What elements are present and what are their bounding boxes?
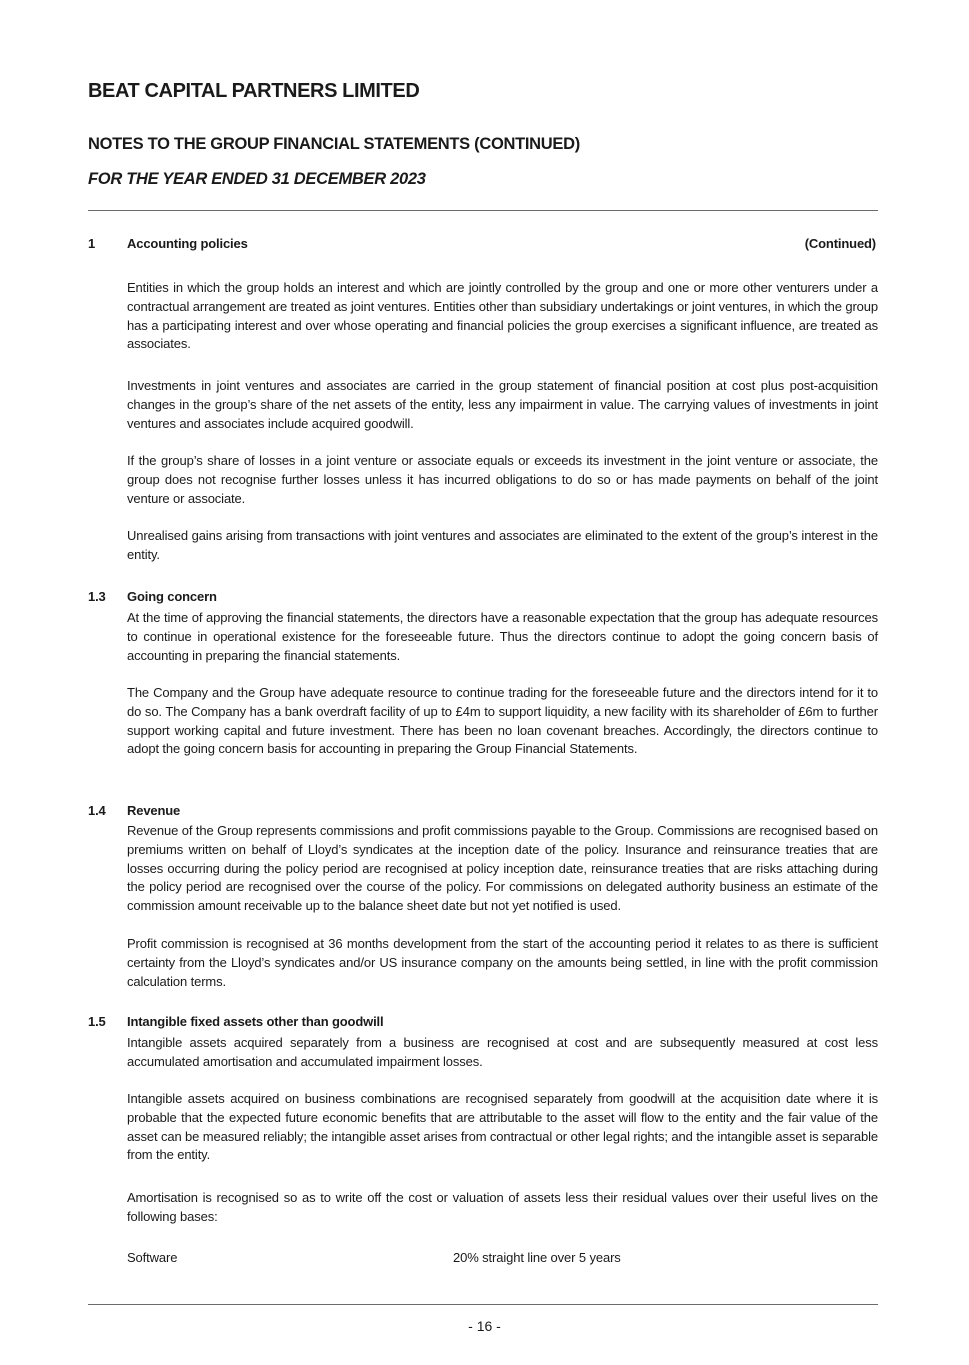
section-1-5-paragraph-2: Intangible assets acquired on business combinations are recognised separately from goodwill at the acquisition date where it is probable that the expected future economic benefits that are attributable to the asset will flow to the entity and the fair value of the asset can be measured reliably; the intangible asset arises from contractual or other legal rights; and the intangible asset is separable from the entity.: [127, 1091, 878, 1163]
section-1-paragraph-4: Unrealised gains arising from transactions with joint ventures and associates are eliminated to the extent of the group’s interest in the entity.: [127, 528, 878, 562]
amortisation-basis-value: 20% straight line over 5 years: [453, 1250, 621, 1265]
section-1-title: Accounting policies: [127, 236, 248, 251]
section-1-3-paragraph-2: The Company and the Group have adequate resource to continue trading for the foreseeable future and the directors intend for it to do so. The Company has a bank overdraft facility of up to £4m to support liquidity, a new facility with its shareholder of £6m to further support working capital and future investment. There has been no loan covenant breaches. Accordingly, the directors continue to adopt the going concern basis for accounting in preparing the Group Financial Statements.: [127, 685, 878, 757]
reporting-period: FOR THE YEAR ENDED 31 DECEMBER 2023: [88, 170, 426, 188]
section-1-4-paragraph-1: Revenue of the Group represents commissions and profit commissions payable to the Group. Commissions are recognised based on premiums written on behalf of Lloyd’s syndicates at the inception date of the policy. Insurance and reinsurance treaties that are losses occurring during the policy period are recognised at policy inception date, reinsurance treaties that are risks attaching during the policy period are recognised over the course of the policy. For commissions on delegated authority business an estimate of the commission amount receivable up to the balance sheet date but not yet notified is used.: [127, 823, 878, 914]
section-1-4-title: Revenue: [127, 803, 181, 818]
section-1-paragraph-1: Entities in which the group holds an interest and which are jointly controlled by the group and one or more other venturers under a contractual arrangement are treated as joint ventures. Entities other than subsidiary undertakings or joint ventures, in which the group has a participating interest and over whose operating and financial policies the group exercises a significant influence, are treated as associates.: [127, 280, 878, 352]
section-1-4-number: 1.4: [88, 803, 106, 818]
section-1-3-title: Going concern: [127, 589, 217, 604]
footer-divider: [88, 1304, 878, 1305]
section-1-paragraph-3: If the group’s share of losses in a joint venture or associate equals or exceeds its investment in the joint venture or associate, the group does not recognise further losses unless it has incurred obligations to do so or has made payments on behalf of the joint venture or associate.: [127, 453, 878, 506]
section-1-5-title: Intangible fixed assets other than goodwill: [127, 1014, 384, 1029]
section-1-number: 1: [88, 236, 96, 251]
section-1-continued: (Continued): [804, 236, 876, 251]
amortisation-basis-label: Software: [127, 1250, 178, 1265]
section-1-paragraph-2: Investments in joint ventures and associates are carried in the group statement of financial position at cost plus post-acquisition changes in the group’s share of the net assets of the entity, less any impairment in value. The carrying values of investments in joint ventures and associates include acquired goodwill.: [127, 378, 878, 431]
section-1-4-paragraph-2: Profit commission is recognised at 36 months development from the start of the accounting period it relates to as there is sufficient certainty from the Lloyd’s syndicates and/or US insurance company on the amounts being settled, in line with the profit commission calculation terms.: [127, 936, 878, 989]
section-1-5-number: 1.5: [88, 1014, 106, 1029]
company-name: BEAT CAPITAL PARTNERS LIMITED: [88, 80, 420, 102]
page-number: - 16 -: [468, 1318, 501, 1334]
header-divider: [88, 210, 878, 211]
section-1-3-number: 1.3: [88, 589, 106, 604]
section-1-3-paragraph-1: At the time of approving the financial statements, the directors have a reasonable expectation that the group has adequate resources to continue in operational existence for the foreseeable future. Thus the directors continue to adopt the going concern basis of accounting in preparing the financial statements.: [127, 610, 878, 663]
section-1-5-paragraph-1: Intangible assets acquired separately from a business are recognised at cost and are subsequently measured at cost less accumulated amortisation and accumulated impairment losses.: [127, 1035, 878, 1069]
section-1-5-paragraph-3: Amortisation is recognised so as to write off the cost or valuation of assets less their residual values over their useful lives on the following bases:: [127, 1190, 878, 1224]
notes-title: NOTES TO THE GROUP FINANCIAL STATEMENTS (CONTINUED): [88, 135, 580, 153]
